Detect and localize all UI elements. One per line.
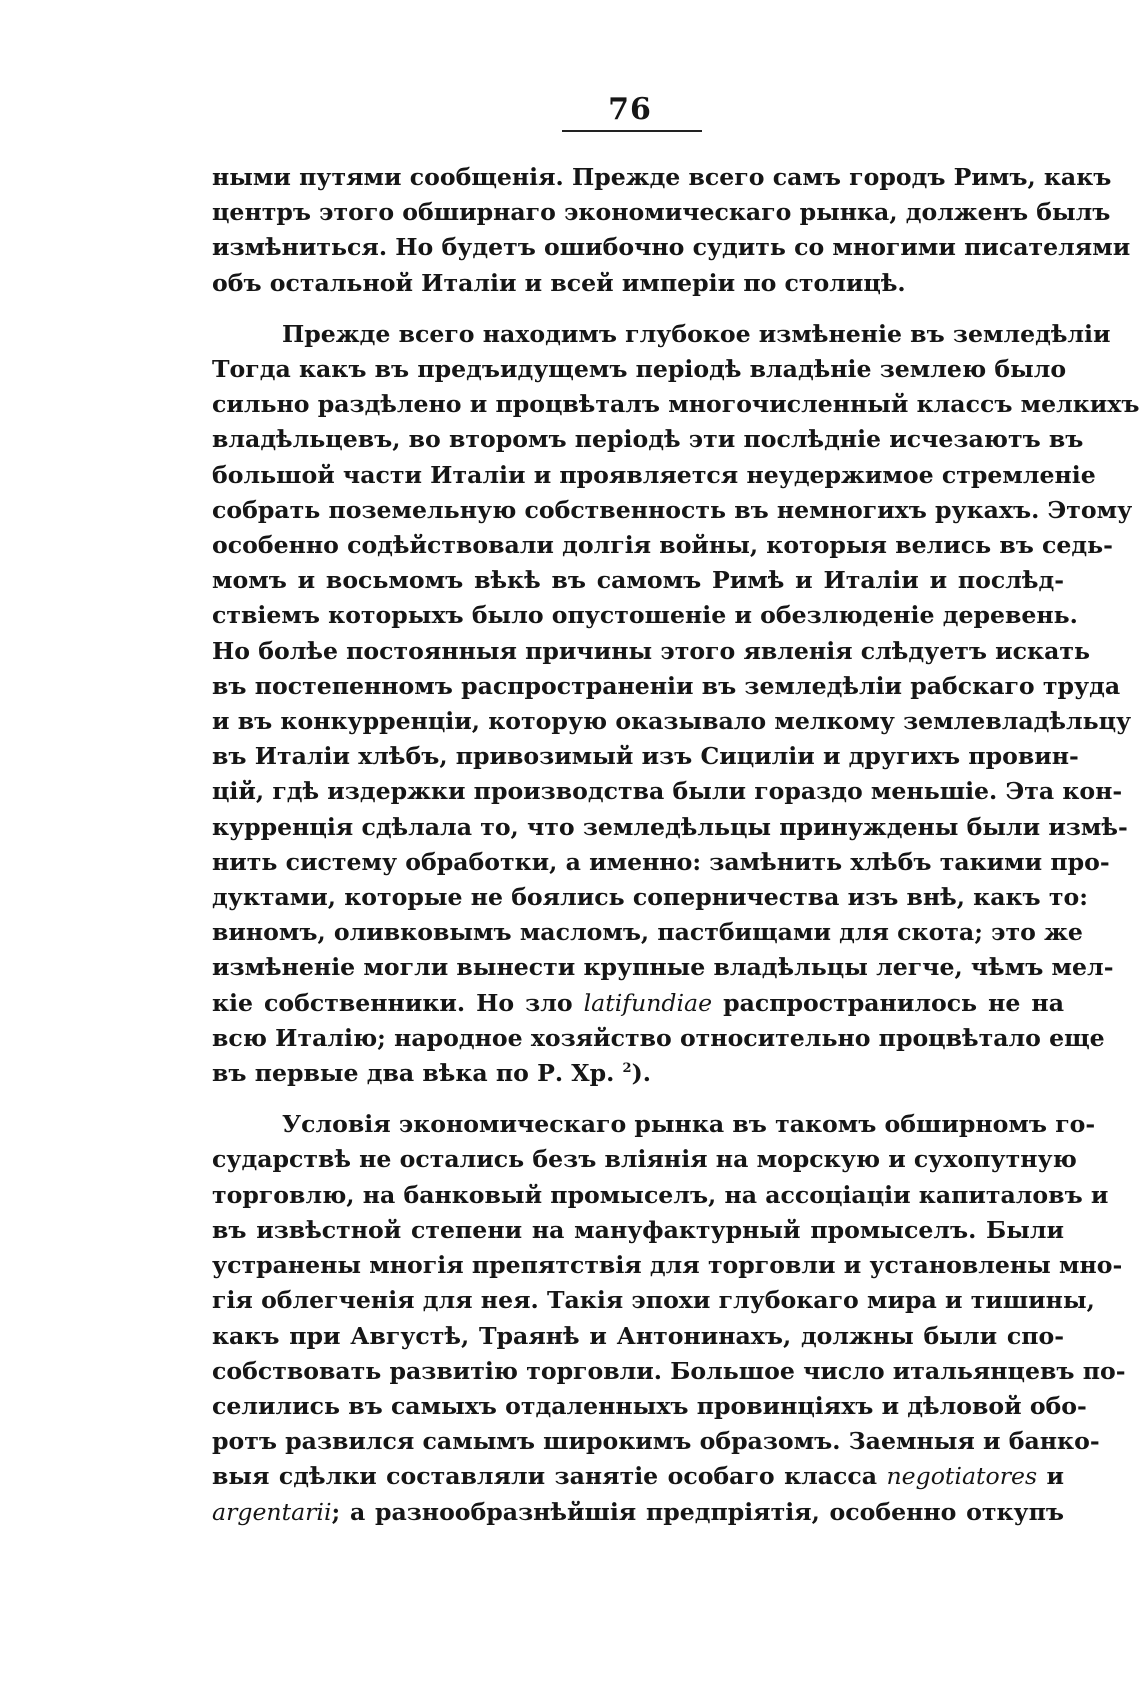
text-line: торговлю, на банковый промыселъ, на ассоціаціи капиталовъ и [212, 1180, 1109, 1209]
text-line: и въ конкурренціи, которую оказывало мелкому землевладѣльцу [212, 707, 1132, 736]
text-line: устранены многія препятствія для торговли и установлены мно- [212, 1251, 1123, 1280]
text-line: всю Италію; народное хозяйство относительно процвѣтало еще [212, 1023, 1105, 1052]
page-number: 76 [608, 92, 652, 127]
text-line: ными путями сообщенія. Прежде всего самъ городъ Римъ, какъ [212, 163, 1112, 191]
text-line: собрать поземельную собственность въ немногихъ рукахъ. Этому [212, 495, 1133, 524]
text-line: ствіемъ которыхъ было опустошеніе и обезлюденіе деревень. [212, 601, 1078, 630]
text-line: измѣниться. Но будетъ ошибочно судить со многими писателями [212, 233, 1131, 262]
text-line: въ Италіи хлѣбъ, привозимый изъ Сициліи и другихъ провин- [212, 742, 1079, 771]
text-line: кіе собственники. Но зло latifundiae распространилось не на [212, 988, 1064, 1017]
text-line: цій, гдѣ издержки производства были гораздо меньшіе. Эта кон- [212, 777, 1123, 806]
text-line: владѣльцевъ, во второмъ періодѣ эти послѣдніе исчезаютъ въ [212, 425, 1084, 454]
latin-term: negotiatores [886, 1462, 1038, 1491]
footnote-ref: 2 [622, 1061, 632, 1077]
text-line: какъ при Августѣ, Траянѣ и Антонинахъ, должны были спо- [212, 1321, 1064, 1350]
text-line: Условія экономическаго рынка въ такомъ обширномъ го- [282, 1110, 1096, 1139]
text-line: сударствѣ не остались безъ вліянія на морскую и сухопутную [212, 1145, 1077, 1174]
text-line: большой части Италіи и проявляется неудержимое стремленіе [212, 460, 1096, 489]
text-line: особенно содѣйствовали долгія войны, которыя велись въ седь- [212, 531, 1113, 560]
text-line: собствовать развитію торговли. Большое число итальянцевъ по- [212, 1356, 1126, 1385]
text-line: курренція сдѣлала то, что земледѣльцы принуждены были измѣ- [212, 812, 1128, 841]
text-line: ротъ развился самымъ широкимъ образомъ. Заемныя и банко- [212, 1427, 1100, 1456]
text-line: нить систему обработки, а именно: замѣнить хлѣбъ такими про- [212, 847, 1110, 876]
paragraph-3 [212, 1107, 1126, 1529]
text-line: сильно раздѣлено и процвѣталъ многочисленный классъ мелкихъ [212, 390, 1140, 419]
text-line: момъ и восьмомъ вѣкѣ въ самомъ Римѣ и Италіи и послѣд- [212, 566, 1064, 595]
latin-term: argentarii [212, 1497, 332, 1526]
text-line: въ первые два вѣка по Р. Хр. $^2$). [212, 1059, 651, 1088]
text-line: выя сдѣлки составляли занятіе особаго класса negotiatores и [212, 1462, 1064, 1491]
text-line: Тогда какъ въ предъидущемъ періодѣ владѣніе землею было [212, 355, 1067, 384]
paragraph-1 [212, 160, 1131, 301]
body-text [212, 160, 1140, 1530]
text-line: центръ этого обширнаго экономическаго рынка, долженъ былъ [212, 198, 1111, 227]
text-line: селились въ самыхъ отдаленныхъ провинціяхъ и дѣловой обо- [212, 1391, 1087, 1420]
paragraph-2 [212, 317, 1140, 1091]
text-line: въ извѣстной степени на мануфактурный промыселъ. Были [212, 1215, 1064, 1244]
text-line: гія облегченія для нея. Такія эпохи глубокаго мира и тишины, [212, 1286, 1095, 1315]
text-line: въ постепенномъ распространеніи въ земледѣліи рабскаго труда [212, 671, 1121, 700]
text-line: Но болѣе постоянныя причины этого явленія слѣдуетъ искать [212, 636, 1090, 665]
text-line: дуктами, которые не боялись соперничества изъ внѣ, какъ то: [212, 883, 1088, 912]
text-line: измѣненіе могли вынести крупные владѣльцы легче, чѣмъ мел- [212, 953, 1114, 982]
text-line: argentarii; а разнообразнѣйшія предпріятія, особенно откупъ [212, 1497, 1064, 1526]
text-line: виномъ, оливковымъ масломъ, пастбищами для скота; это же [212, 918, 1083, 947]
text-line: Прежде всего находимъ глубокое измѣненіе въ земледѣліи [282, 319, 1111, 348]
page-number-rule [562, 130, 702, 132]
text-line: объ остальной Италіи и всей имперіи по столицѣ. [212, 268, 906, 297]
latin-term: latifundiae [583, 988, 713, 1017]
